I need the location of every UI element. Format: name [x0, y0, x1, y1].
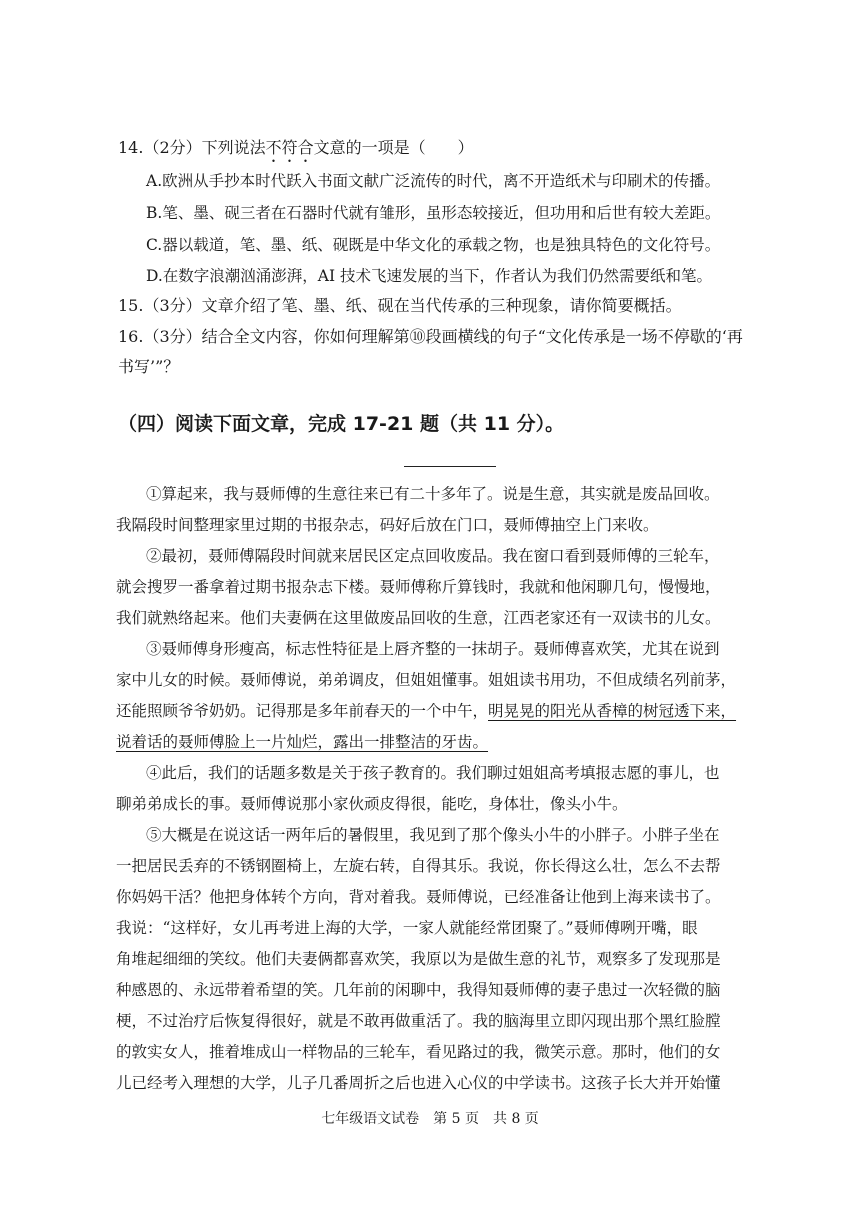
q14-suffix: 文意的一项是（ ） — [313, 138, 474, 157]
q14-option-a: A.欧洲从手抄本时代跃入书面文献广泛流传的时代，离不开造纸术与印刷术的传播。 — [146, 172, 721, 190]
q14-prefix: 14.（2分）下列说法 — [118, 138, 266, 157]
article-p2-line-1: ②最初，聂师傅隔段时间就来居民区定点回收废品。我在窗口看到聂师傅的三轮车， — [146, 547, 720, 565]
article-p4-line-2: 聊弟弟成长的事。聂师傅说那小家伙顽皮得很，能吃，身体壮，像头小牛。 — [116, 795, 628, 813]
question-15: 15.（3分）文章介绍了笔、墨、纸、砚在当代传承的三种现象，请你简要概括。 — [118, 296, 682, 315]
underlined-sentence-part-1: 明晃晃的阳光从香樟的树冠透下来， — [488, 702, 737, 720]
article-p3-line-4 — [116, 732, 748, 752]
article-p2-line-3: 我们就熟络起来。他们夫妻俩在这里做废品回收的生意，江西老家还有一双读书的儿女。 — [116, 609, 721, 627]
article-p5-line-7: 梗，不过治疗后恢复得很好，就是不敢再做重活了。我的脑海里立即闪现出那个黑红脸膛 — [116, 1012, 721, 1030]
article-p5-line-2: 一把居民丢弃的不锈钢圈椅上，左旋右转，自得其乐。我说，你长得这么壮，怎么不去帮 — [116, 857, 721, 875]
q14-option-c: C.器以载道，笔、墨、纸、砚既是中华文化的承载之物，也是独具特色的文化符号。 — [146, 236, 721, 254]
section-heading: （四）阅读下面文章，完成 17-21 题（共 11 分）。 — [118, 413, 565, 435]
question-14 — [118, 138, 474, 166]
question-16-line-2: 书写’”？ — [118, 357, 180, 376]
article-p2-line-2: 就会搜罗一番拿着过期书报杂志下楼。聂师傅称斤算钱时，我就和他闲聊几句，慢慢地， — [116, 578, 721, 596]
article-p5-line-4: 我说：“这样好，女儿再考进上海的大学，一家人就能经常团聚了。”聂师傅咧开嘴，眼 — [116, 919, 698, 937]
q14-emphasis: 不符合 — [265, 138, 314, 157]
article-p5-line-6: 种感恩的、永远带着希望的笑。几年前的闲聊中，我得知聂师傅的妻子患过一次轻微的脑 — [116, 981, 721, 999]
underlined-sentence-part-2: 说着话的聂师傅脸上一片灿烂，露出一排整洁的牙齿。 — [116, 733, 489, 751]
article-p5-line-3: 你妈妈干活？他把身体转个方向，背对着我。聂师傅说，已经准备让他到上海来读书了。 — [116, 888, 721, 906]
article-p5-line-8: 的敦实女人，推着堆成山一样物品的三轮车，看见路过的我，微笑示意。那时，他们的女 — [116, 1043, 721, 1061]
article-p3-line-1: ③聂师傅身形瘦高，标志性特征是上唇齐整的一抹胡子。聂师傅喜欢笑，尤其在说到 — [146, 640, 720, 658]
article-p3-line-3 — [116, 701, 748, 721]
article-p5-line-5: 角堆起细细的笑纹。他们夫妻俩都喜欢笑，我原以为是做生意的礼节，观察多了发现那是 — [116, 950, 721, 968]
article-p1-line-2: 我隔段时间整理家里过期的书报杂志，码好后放在门口，聂师傅抽空上门来收。 — [116, 516, 659, 534]
article-p4-line-1: ④此后，我们的话题多数是关于孩子教育的。我们聊过姐姐高考填报志愿的事儿，也 — [146, 764, 720, 782]
q14-option-b: B.笔、墨、砚三者在石器时代就有雏形，虽形态较接近，但功用和后世有较大差距。 — [146, 204, 721, 222]
question-16-line-1: 16.（3分）结合全文内容，你如何理解第⑩段画横线的句子“文化传承是一场不停歇的‘再 — [118, 327, 743, 346]
article-p3-line-3-plain: 还能照顾爷爷奶奶。记得那是多年前春天的一个中午， — [116, 702, 489, 720]
article-p3-line-2: 家中儿女的时候。聂师傅说，弟弟调皮，但姐姐懂事。姐姐读书用功，不但成绩名列前茅， — [116, 671, 737, 689]
article-title-blank — [404, 466, 496, 467]
article-p1-line-1: ①算起来，我与聂师傅的生意往来已有二十多年了。说是生意，其实就是废品回收。 — [146, 485, 720, 503]
q14-option-d: D.在数字浪潮汹涌澎湃，AI 技术飞速发展的当下，作者认为我们仍然需要纸和笔。 — [146, 267, 713, 285]
page-footer: 七年级语文试卷 第 5 页 共 8 页 — [321, 1111, 539, 1127]
article-p5-line-1: ⑤大概是在说这话一两年后的暑假里，我见到了那个像头小牛的小胖子。小胖子坐在 — [146, 826, 720, 844]
article-p5-line-9: 儿已经考入理想的大学，儿子几番周折之后也进入心仪的中学读书。这孩子长大并开始懂 — [116, 1074, 721, 1092]
